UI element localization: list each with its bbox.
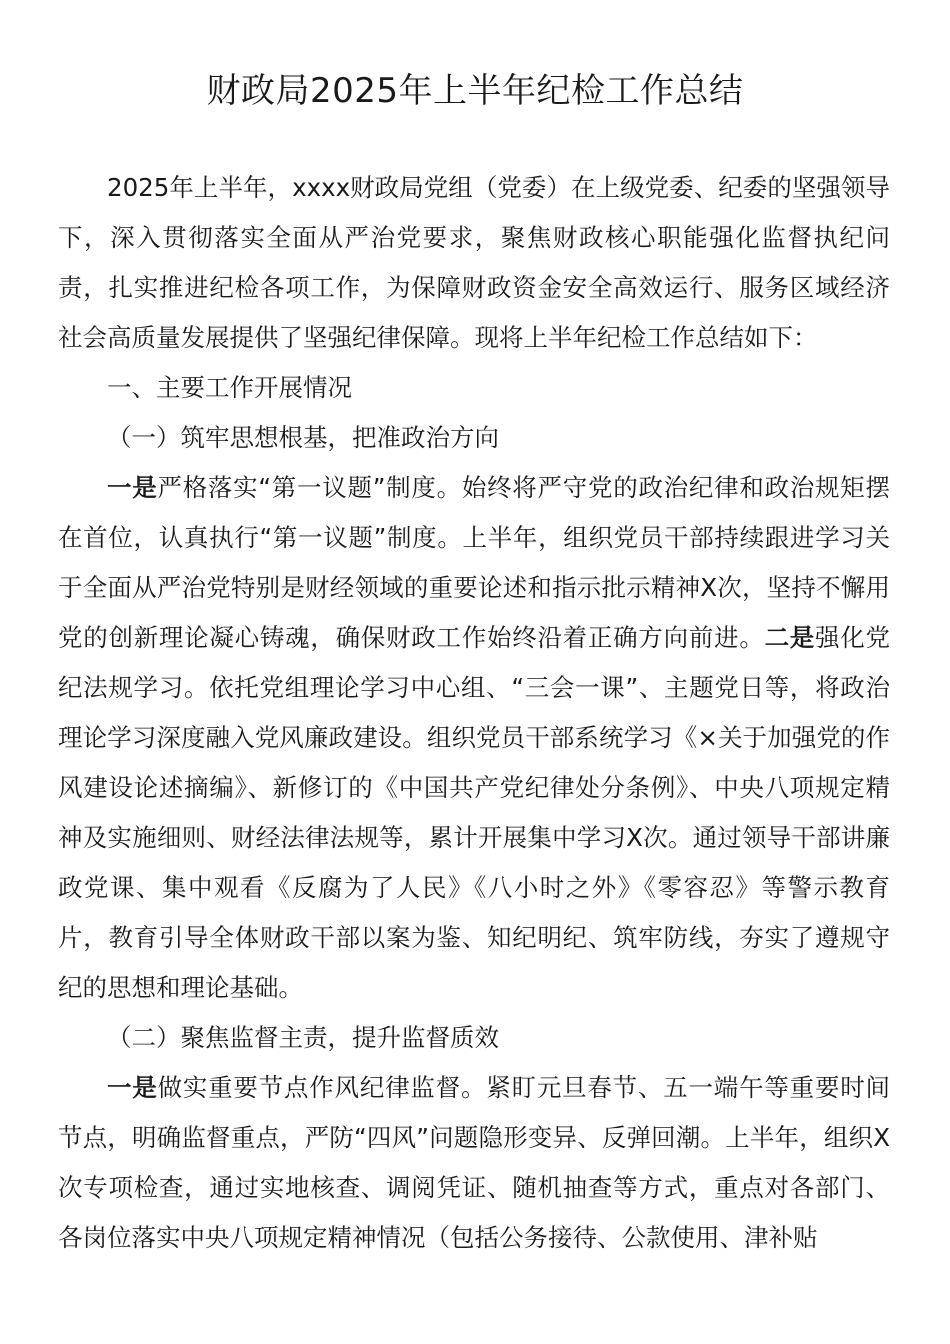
- paragraph-text: 做实重要节点作风纪律监督。紧盯元旦春节、五一端午等重要时间节点，明确监督重点，严防“四风”问题隐形变异、反弹回潮。上半年，组织X次专项检查，通过实地核查、调阅凭证、随机抽查等方式，重点对各部门、各岗位落实中央八项规定精神情况（包括公务接待、公款使用、津补贴: [58, 1073, 891, 1252]
- paragraph-text: 强化党纪法规学习。依托党组理论学习中心组、“三会一课”、主题党日等，将政治理论学习深度融入党风廉政建设。组织党员干部系统学习《×关于加强党的作风建设论述摘编》、新修订的《中国共产党纪律处分条例》、中央八项规定精神及实施细则、财经法律法规等，累计开展集中学习X次。通过领导干部讲廉政党课、集中观看《反腐为了人民》《八小时之外》《零容忍》等警示教育片，教育引导全体财政干部以案为鉴、知纪明纪、筑牢防线，夯实了遵规守纪的思想和理论基础。: [58, 623, 890, 1002]
- intro-paragraph: 2025年上半年，xxxx财政局党组（党委）在上级党委、纪委的坚强领导下，深入贯彻落实全面从严治党要求，聚焦财政核心职能强化监督执纪问责，扎实推进纪检各项工作，为保障财政资金安全高效运行、服务区域经济社会高质量发展提供了坚强纪律保障。现将上半年纪检工作总结如下：: [58, 173, 890, 352]
- subsection-2-paragraph: [58, 1063, 890, 1263]
- document-title: 财政局2025年上半年纪检工作总结: [206, 71, 744, 111]
- lead-phrase: 一是: [107, 473, 158, 502]
- section-heading-1: 一、主要工作开展情况: [107, 373, 352, 402]
- subsection-heading-1: （一）筑牢思想根基，把准政治方向: [107, 423, 499, 452]
- subsection-heading-2: （二）聚焦监督主责，提升监督质效: [107, 1023, 499, 1052]
- lead-phrase: 一是: [107, 1073, 158, 1102]
- subsection-1-paragraph: [58, 463, 890, 1013]
- lead-phrase: 二是: [764, 623, 816, 652]
- document-body: [58, 163, 890, 1263]
- paragraph-text: 严格落实“第一议题”制度。始终将严守党的政治纪律和政治规矩摆在首位，认真执行“第一议题”制度。上半年，组织党员干部持续跟进学习关于全面从严治党特别是财经领域的重要论述和指示批示精神X次，坚持不懈用党的创新理论凝心铸魂，确保财政工作始终沿着正确方向前进。: [58, 473, 891, 652]
